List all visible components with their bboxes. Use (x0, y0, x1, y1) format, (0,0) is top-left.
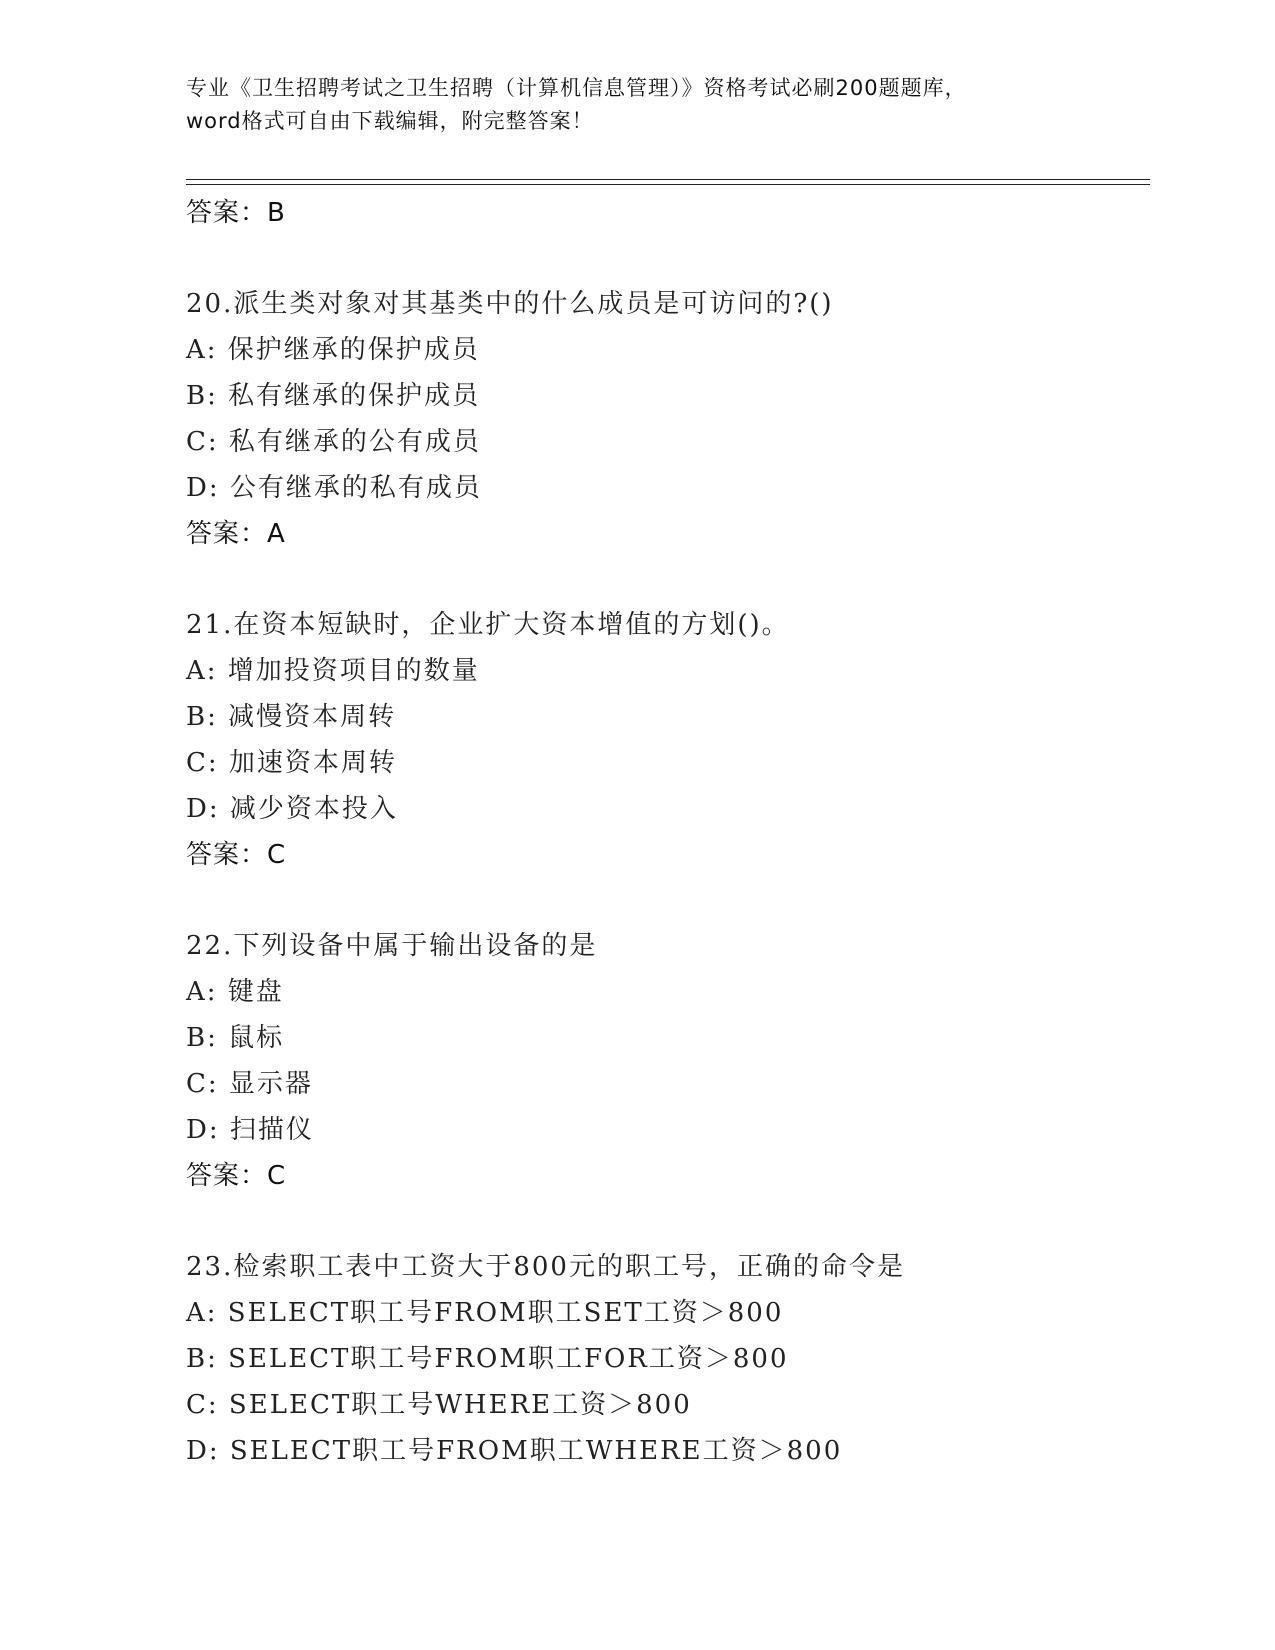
question-text: 22.下列设备中属于输出设备的是 (186, 931, 598, 961)
option-d: D: 公有继承的私有成员 (186, 473, 482, 503)
question-21 (186, 602, 1146, 878)
option-a: A: 保护继承的保护成员 (186, 335, 480, 365)
option-a: A: 增加投资项目的数量 (186, 656, 480, 686)
option-d: D: 扫描仪 (186, 1115, 314, 1145)
question-text: 23.检索职工表中工资大于800元的职工号，正确的命令是 (186, 1252, 905, 1282)
option-d: D: SELECT职工号FROM职工WHERE工资＞800 (186, 1436, 843, 1466)
option-b: B: 鼠标 (186, 1023, 285, 1053)
option-c: C: 加速资本周转 (186, 748, 397, 778)
question-20 (186, 281, 1146, 557)
question-text: 20.派生类对象对其基类中的什么成员是可访问的?() (186, 289, 834, 319)
question-list (186, 190, 1146, 1474)
answer-line: 答案：C (186, 1161, 287, 1191)
header-divider-bottom (186, 184, 1150, 185)
option-c: C: SELECT职工号WHERE工资＞800 (186, 1390, 692, 1420)
answer-line: 答案：B (186, 198, 286, 228)
header-line-2: word格式可自由下载编辑，附完整答案！ (186, 109, 594, 133)
option-b: B: 私有继承的保护成员 (186, 381, 481, 411)
answer-line: 答案：C (186, 840, 287, 870)
document-header (186, 72, 1086, 138)
question-22 (186, 923, 1146, 1199)
option-c: C: 私有继承的公有成员 (186, 427, 481, 457)
header-line-1: 专业《卫生招聘考试之卫生招聘（计算机信息管理）》资格考试必刷200题题库， (186, 76, 967, 100)
option-b: B: 减慢资本周转 (186, 702, 397, 732)
option-a: A: SELECT职工号FROM职工SET工资＞800 (186, 1298, 784, 1328)
answer-line: 答案：A (186, 519, 286, 549)
question-text: 21.在资本短缺时，企业扩大资本增值的方划()。 (186, 610, 790, 640)
header-divider-top (186, 179, 1150, 180)
option-b: B: SELECT职工号FROM职工FOR工资＞800 (186, 1344, 789, 1374)
option-a: A: 键盘 (186, 977, 284, 1007)
question-23 (186, 1244, 1146, 1474)
option-c: C: 显示器 (186, 1069, 313, 1099)
option-d: D: 减少资本投入 (186, 794, 398, 824)
